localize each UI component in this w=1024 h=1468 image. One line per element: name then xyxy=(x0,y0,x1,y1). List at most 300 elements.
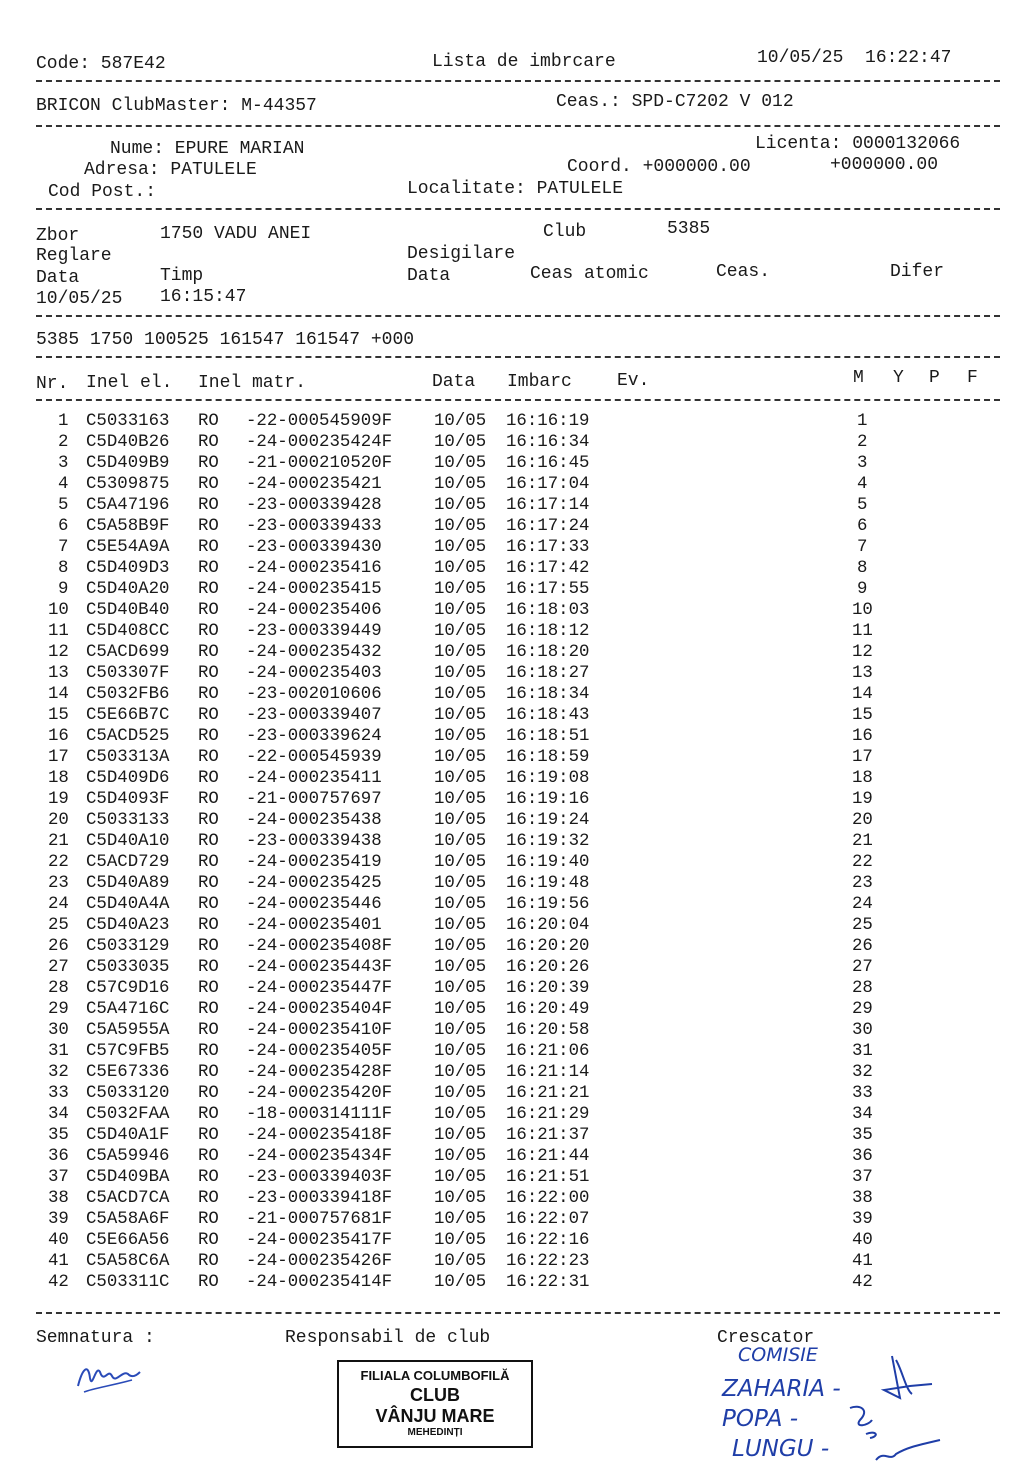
ring-country: RO xyxy=(198,664,219,683)
arrival-order: 10 xyxy=(852,601,873,620)
arrival-date: 10/05 xyxy=(434,1105,487,1124)
arrival-order: 39 xyxy=(852,1210,873,1229)
arrival-order: 32 xyxy=(852,1063,873,1082)
ring-country: RO xyxy=(198,433,219,452)
reglare-date: 10/05/25 xyxy=(36,289,123,309)
table-row xyxy=(36,853,986,873)
arrival-time: 16:17:33 xyxy=(506,538,590,557)
data-label: Data xyxy=(36,268,80,288)
header-f: F xyxy=(967,368,978,388)
row-number: 26 xyxy=(48,937,69,956)
ring-electronic: C5D409B9 xyxy=(86,454,170,473)
table-row xyxy=(36,979,986,999)
ring-country: RO xyxy=(198,853,219,872)
document-code: Code: 587E42 xyxy=(36,54,166,74)
header-nr: Nr. xyxy=(36,374,69,394)
table-row xyxy=(36,1147,986,1167)
ring-electronic: C57C9D16 xyxy=(86,979,170,998)
arrival-time: 16:19:08 xyxy=(506,769,590,788)
arrival-date: 10/05 xyxy=(434,559,487,578)
ring-electronic: C5E66A56 xyxy=(86,1231,170,1250)
ring-registration: -23-000339449 xyxy=(246,622,382,641)
ring-registration: -24-000235404F xyxy=(246,1000,393,1019)
arrival-date: 10/05 xyxy=(434,706,487,725)
arrival-order: 37 xyxy=(852,1168,873,1187)
arrival-order: 8 xyxy=(857,559,868,578)
ring-country: RO xyxy=(198,1126,219,1145)
table-row xyxy=(36,874,986,894)
arrival-time: 16:18:20 xyxy=(506,643,590,662)
commission-handwritten-3: POPA - xyxy=(722,1406,799,1432)
ring-country: RO xyxy=(198,1063,219,1082)
arrival-date: 10/05 xyxy=(434,895,487,914)
row-number: 1 xyxy=(58,412,69,431)
arrival-time: 16:21:51 xyxy=(506,1168,590,1187)
arrival-date: 10/05 xyxy=(434,1021,487,1040)
stamp-line-4: MEHEDINȚI xyxy=(407,1427,463,1438)
ring-country: RO xyxy=(198,937,219,956)
commission-handwritten-2: ZAHARIA - xyxy=(722,1376,841,1402)
ring-registration: -24-000235426F xyxy=(246,1252,393,1271)
row-number: 40 xyxy=(48,1231,69,1250)
ring-country: RO xyxy=(198,958,219,977)
arrival-order: 38 xyxy=(852,1189,873,1208)
arrival-date: 10/05 xyxy=(434,1126,487,1145)
ring-electronic: C5D408CC xyxy=(86,622,170,641)
difference-label: Difer xyxy=(890,262,945,282)
arrival-date: 10/05 xyxy=(434,811,487,830)
ring-registration: -23-002010606 xyxy=(246,685,382,704)
arrival-time: 16:18:12 xyxy=(506,622,590,641)
table-row xyxy=(36,1126,986,1146)
arrival-date: 10/05 xyxy=(434,643,487,662)
ring-electronic: C5ACD7CA xyxy=(86,1189,170,1208)
table-row xyxy=(36,601,986,621)
row-number: 2 xyxy=(58,433,69,452)
arrival-time: 16:19:32 xyxy=(506,832,590,851)
ring-electronic: C5D40A89 xyxy=(86,874,170,893)
arrival-time: 16:20:20 xyxy=(506,937,590,956)
arrival-time: 16:16:45 xyxy=(506,454,590,473)
ring-registration: -24-000235403 xyxy=(246,664,382,683)
ring-country: RO xyxy=(198,538,219,557)
arrival-date: 10/05 xyxy=(434,1252,487,1271)
ring-registration: -24-000235405F xyxy=(246,1042,393,1061)
club-label: Club xyxy=(543,222,587,242)
reglare-time: 16:15:47 xyxy=(160,287,247,307)
owner-address: Adresa: PATULELE xyxy=(84,160,257,180)
club-responsible-label: Responsabil de club xyxy=(285,1328,491,1348)
atomic-clock-label: Ceas atomic xyxy=(530,264,649,284)
stamp-line-2: CLUB xyxy=(410,1385,460,1405)
arrival-order: 7 xyxy=(857,538,868,557)
table-row xyxy=(36,1210,986,1230)
row-number: 30 xyxy=(48,1021,69,1040)
ring-country: RO xyxy=(198,454,219,473)
arrival-time: 16:22:07 xyxy=(506,1210,590,1229)
arrival-order: 41 xyxy=(852,1252,873,1271)
row-number: 10 xyxy=(48,601,69,620)
arrival-order: 30 xyxy=(852,1021,873,1040)
ring-country: RO xyxy=(198,1210,219,1229)
ring-country: RO xyxy=(198,1252,219,1271)
row-number: 33 xyxy=(48,1084,69,1103)
ring-registration: -24-000235414F xyxy=(246,1273,393,1292)
ring-registration: -24-000235408F xyxy=(246,937,393,956)
ring-electronic: C503311C xyxy=(86,1273,170,1292)
table-row xyxy=(36,433,986,453)
ring-country: RO xyxy=(198,769,219,788)
arrival-date: 10/05 xyxy=(434,748,487,767)
arrival-order: 17 xyxy=(852,748,873,767)
table-row xyxy=(36,454,986,474)
arrival-time: 16:19:16 xyxy=(506,790,590,809)
arrival-order: 14 xyxy=(852,685,873,704)
arrival-date: 10/05 xyxy=(434,517,487,536)
row-number: 3 xyxy=(58,454,69,473)
ring-electronic: C5D40A4A xyxy=(86,895,170,914)
table-row xyxy=(36,664,986,684)
ring-registration: -24-000235434F xyxy=(246,1147,393,1166)
row-number: 37 xyxy=(48,1168,69,1187)
ring-electronic: C5E66B7C xyxy=(86,706,170,725)
arrival-date: 10/05 xyxy=(434,1000,487,1019)
ring-registration: -24-000235421 xyxy=(246,475,382,494)
ring-registration: -24-000235401 xyxy=(246,916,382,935)
arrival-time: 16:19:48 xyxy=(506,874,590,893)
arrival-date: 10/05 xyxy=(434,664,487,683)
table-row xyxy=(36,1042,986,1062)
table-row xyxy=(36,580,986,600)
arrival-time: 16:18:43 xyxy=(506,706,590,725)
commission-handwritten-1: COMISIE xyxy=(738,1344,818,1366)
arrival-date: 10/05 xyxy=(434,1084,487,1103)
arrival-time: 16:17:14 xyxy=(506,496,590,515)
arrival-date: 10/05 xyxy=(434,958,487,977)
ring-country: RO xyxy=(198,601,219,620)
table-row xyxy=(36,1168,986,1188)
arrival-time: 16:20:04 xyxy=(506,916,590,935)
arrival-date: 10/05 xyxy=(434,1042,487,1061)
arrival-time: 16:18:27 xyxy=(506,664,590,683)
table-row xyxy=(36,1252,986,1272)
ring-electronic: C5ACD525 xyxy=(86,727,170,746)
stamp-line-3: VÂNJU MARE xyxy=(375,1406,495,1426)
ring-registration: -24-000235416 xyxy=(246,559,382,578)
arrival-order: 6 xyxy=(857,517,868,536)
row-number: 41 xyxy=(48,1252,69,1271)
arrival-date: 10/05 xyxy=(434,475,487,494)
arrival-time: 16:22:00 xyxy=(506,1189,590,1208)
ring-registration: -24-000235432 xyxy=(246,643,382,662)
header-p: P xyxy=(929,368,940,388)
ring-electronic: C5D40B40 xyxy=(86,601,170,620)
ring-registration: -24-000235424F xyxy=(246,433,393,452)
ring-electronic: C5A58C6A xyxy=(86,1252,170,1271)
ring-registration: -18-000314111F xyxy=(246,1105,393,1124)
header-imbarc: Imbarc xyxy=(507,372,572,392)
arrival-order: 22 xyxy=(852,853,873,872)
ring-electronic: C5D40A10 xyxy=(86,832,170,851)
locality: Localitate: PATULELE xyxy=(407,179,624,199)
ring-registration: -24-000235443F xyxy=(246,958,393,977)
arrival-date: 10/05 xyxy=(434,412,487,431)
row-number: 6 xyxy=(58,517,69,536)
arrival-time: 16:22:23 xyxy=(506,1252,590,1271)
license-number: Licenta: 0000132066 xyxy=(755,134,961,154)
arrival-order: 16 xyxy=(852,727,873,746)
ring-electronic: C5033035 xyxy=(86,958,170,977)
ring-country: RO xyxy=(198,685,219,704)
arrival-time: 16:17:04 xyxy=(506,475,590,494)
ring-registration: -24-000235446 xyxy=(246,895,382,914)
row-number: 32 xyxy=(48,1063,69,1082)
arrival-order: 9 xyxy=(857,580,868,599)
ring-electronic: C5E54A9A xyxy=(86,538,170,557)
table-row xyxy=(36,748,986,768)
arrival-date: 10/05 xyxy=(434,601,487,620)
row-number: 29 xyxy=(48,1000,69,1019)
arrival-time: 16:20:26 xyxy=(506,958,590,977)
row-number: 4 xyxy=(58,475,69,494)
table-row xyxy=(36,538,986,558)
ring-electronic: C5033163 xyxy=(86,412,170,431)
arrival-time: 16:17:42 xyxy=(506,559,590,578)
header-inel-el: Inel el. xyxy=(86,373,173,393)
row-number: 12 xyxy=(48,643,69,662)
ring-country: RO xyxy=(198,832,219,851)
ring-registration: -24-000235425 xyxy=(246,874,382,893)
ring-country: RO xyxy=(198,1168,219,1187)
arrival-time: 16:20:39 xyxy=(506,979,590,998)
ring-country: RO xyxy=(198,1147,219,1166)
table-row xyxy=(36,790,986,810)
arrival-date: 10/05 xyxy=(434,853,487,872)
ring-electronic: C5D409D3 xyxy=(86,559,170,578)
ring-country: RO xyxy=(198,559,219,578)
ring-electronic: C5D40A23 xyxy=(86,916,170,935)
row-number: 5 xyxy=(58,496,69,515)
arrival-time: 16:21:44 xyxy=(506,1147,590,1166)
separator xyxy=(36,356,1000,358)
ring-registration: -23-000339407 xyxy=(246,706,382,725)
table-row xyxy=(36,643,986,663)
ring-country: RO xyxy=(198,811,219,830)
table-row xyxy=(36,412,986,432)
ring-electronic: C5A4716C xyxy=(86,1000,170,1019)
ring-country: RO xyxy=(198,874,219,893)
signature-label: Semnatura : xyxy=(36,1328,155,1348)
arrival-date: 10/05 xyxy=(434,622,487,641)
ring-country: RO xyxy=(198,496,219,515)
table-row xyxy=(36,685,986,705)
ring-electronic: C5D40A20 xyxy=(86,580,170,599)
table-row xyxy=(36,1063,986,1083)
ring-registration: -24-000235411 xyxy=(246,769,382,788)
ring-registration: -24-000235406 xyxy=(246,601,382,620)
arrival-order: 21 xyxy=(852,832,873,851)
ring-registration: -23-000339430 xyxy=(246,538,382,557)
table-row xyxy=(36,832,986,852)
arrival-order: 19 xyxy=(852,790,873,809)
ring-country: RO xyxy=(198,1189,219,1208)
arrival-order: 28 xyxy=(852,979,873,998)
row-number: 15 xyxy=(48,706,69,725)
ring-registration: -22-000545909F xyxy=(246,412,393,431)
ring-electronic: C503307F xyxy=(86,664,170,683)
arrival-order: 33 xyxy=(852,1084,873,1103)
arrival-order: 2 xyxy=(857,433,868,452)
row-number: 17 xyxy=(48,748,69,767)
arrival-time: 16:20:58 xyxy=(506,1021,590,1040)
arrival-time: 16:16:34 xyxy=(506,433,590,452)
arrival-time: 16:22:16 xyxy=(506,1231,590,1250)
print-datetime: 10/05/25 16:22:47 xyxy=(757,48,952,68)
stamp-line-1: FILIALA COLUMBOFILĂ xyxy=(360,1368,510,1383)
row-number: 42 xyxy=(48,1273,69,1292)
ring-country: RO xyxy=(198,727,219,746)
ring-country: RO xyxy=(198,748,219,767)
arrival-date: 10/05 xyxy=(434,433,487,452)
arrival-date: 10/05 xyxy=(434,496,487,515)
commission-signatures xyxy=(840,1350,950,1468)
table-row xyxy=(36,517,986,537)
ring-registration: -23-000339403F xyxy=(246,1168,393,1187)
table-row xyxy=(36,1000,986,1020)
table-row xyxy=(36,1105,986,1125)
arrival-time: 16:19:40 xyxy=(506,853,590,872)
ring-electronic: C57C9FB5 xyxy=(86,1042,170,1061)
ring-country: RO xyxy=(198,1105,219,1124)
arrival-time: 16:21:14 xyxy=(506,1063,590,1082)
coordinates-lat: Coord. +000000.00 xyxy=(567,157,751,177)
arrival-time: 16:21:21 xyxy=(506,1084,590,1103)
row-number: 22 xyxy=(48,853,69,872)
arrival-order: 34 xyxy=(852,1105,873,1124)
ring-electronic: C5A59946 xyxy=(86,1147,170,1166)
summary-line: 5385 1750 100525 161547 161547 +000 xyxy=(36,330,415,350)
arrival-date: 10/05 xyxy=(434,874,487,893)
arrival-date: 10/05 xyxy=(434,727,487,746)
ring-electronic: C5A5955A xyxy=(86,1021,170,1040)
ring-registration: -24-000235419 xyxy=(246,853,382,872)
arrival-order: 26 xyxy=(852,937,873,956)
table-row xyxy=(36,475,986,495)
arrival-order: 35 xyxy=(852,1126,873,1145)
ring-registration: -23-000339433 xyxy=(246,517,382,536)
ring-country: RO xyxy=(198,1231,219,1250)
club-stamp xyxy=(337,1360,533,1448)
arrival-order: 12 xyxy=(852,643,873,662)
ring-electronic: C5D4093F xyxy=(86,790,170,809)
arrival-order: 36 xyxy=(852,1147,873,1166)
row-number: 38 xyxy=(48,1189,69,1208)
ring-registration: -21-000210520F xyxy=(246,454,393,473)
arrival-order: 1 xyxy=(857,412,868,431)
ring-electronic: C5D40B26 xyxy=(86,433,170,452)
ring-electronic: C5E67336 xyxy=(86,1063,170,1082)
row-number: 20 xyxy=(48,811,69,830)
ring-country: RO xyxy=(198,412,219,431)
table-row xyxy=(36,811,986,831)
arrival-date: 10/05 xyxy=(434,769,487,788)
arrival-order: 4 xyxy=(857,475,868,494)
postal-code: Cod Post.: xyxy=(48,182,157,202)
row-number: 31 xyxy=(48,1042,69,1061)
row-number: 39 xyxy=(48,1210,69,1229)
ring-country: RO xyxy=(198,706,219,725)
data2-label: Data xyxy=(407,266,451,286)
arrival-date: 10/05 xyxy=(434,580,487,599)
ring-electronic: C5D409D6 xyxy=(86,769,170,788)
ring-registration: -23-000339428 xyxy=(246,496,382,515)
header-y: Y xyxy=(893,368,904,388)
ring-registration: -24-000235415 xyxy=(246,580,382,599)
ring-country: RO xyxy=(198,475,219,494)
ring-registration: -23-000339438 xyxy=(246,832,382,851)
arrival-order: 15 xyxy=(852,706,873,725)
reglare-label: Reglare xyxy=(36,246,112,266)
clubmaster-id: BRICON ClubMaster: M-44357 xyxy=(36,96,317,116)
header-data: Data xyxy=(432,372,476,392)
ring-country: RO xyxy=(198,979,219,998)
separator xyxy=(36,315,1000,317)
header-ev: Ev. xyxy=(617,371,650,391)
arrival-order: 23 xyxy=(852,874,873,893)
arrival-order: 42 xyxy=(852,1273,873,1292)
ring-country: RO xyxy=(198,1021,219,1040)
row-number: 8 xyxy=(58,559,69,578)
table-row xyxy=(36,1084,986,1104)
arrival-order: 40 xyxy=(852,1231,873,1250)
arrival-time: 16:18:59 xyxy=(506,748,590,767)
ring-country: RO xyxy=(198,895,219,914)
ring-country: RO xyxy=(198,643,219,662)
arrival-date: 10/05 xyxy=(434,685,487,704)
arrival-time: 16:22:31 xyxy=(506,1273,590,1292)
arrival-order: 11 xyxy=(852,622,873,641)
ring-registration: -24-000235428F xyxy=(246,1063,393,1082)
table-row xyxy=(36,706,986,726)
row-number: 11 xyxy=(48,622,69,641)
ring-registration: -23-000339624 xyxy=(246,727,382,746)
document-title: Lista de imbrcare xyxy=(432,52,616,72)
arrival-time: 16:16:19 xyxy=(506,412,590,431)
ring-registration: -24-000235420F xyxy=(246,1084,393,1103)
row-number: 9 xyxy=(58,580,69,599)
arrival-time: 16:17:55 xyxy=(506,580,590,599)
separator xyxy=(36,1312,1000,1314)
ring-electronic: C5033133 xyxy=(86,811,170,830)
row-number: 36 xyxy=(48,1147,69,1166)
arrival-time: 16:21:37 xyxy=(506,1126,590,1145)
arrival-date: 10/05 xyxy=(434,1189,487,1208)
ring-country: RO xyxy=(198,517,219,536)
row-number: 25 xyxy=(48,916,69,935)
ring-country: RO xyxy=(198,622,219,641)
arrival-order: 31 xyxy=(852,1042,873,1061)
table-row xyxy=(36,958,986,978)
arrival-order: 5 xyxy=(857,496,868,515)
arrival-time: 16:18:51 xyxy=(506,727,590,746)
ring-electronic: C5A47196 xyxy=(86,496,170,515)
arrival-time: 16:21:29 xyxy=(506,1105,590,1124)
club-value: 5385 xyxy=(667,219,711,239)
row-number: 16 xyxy=(48,727,69,746)
flight-value: 1750 VADU ANEI xyxy=(160,224,312,244)
ring-registration: -22-000545939 xyxy=(246,748,382,767)
ring-registration: -21-000757697 xyxy=(246,790,382,809)
